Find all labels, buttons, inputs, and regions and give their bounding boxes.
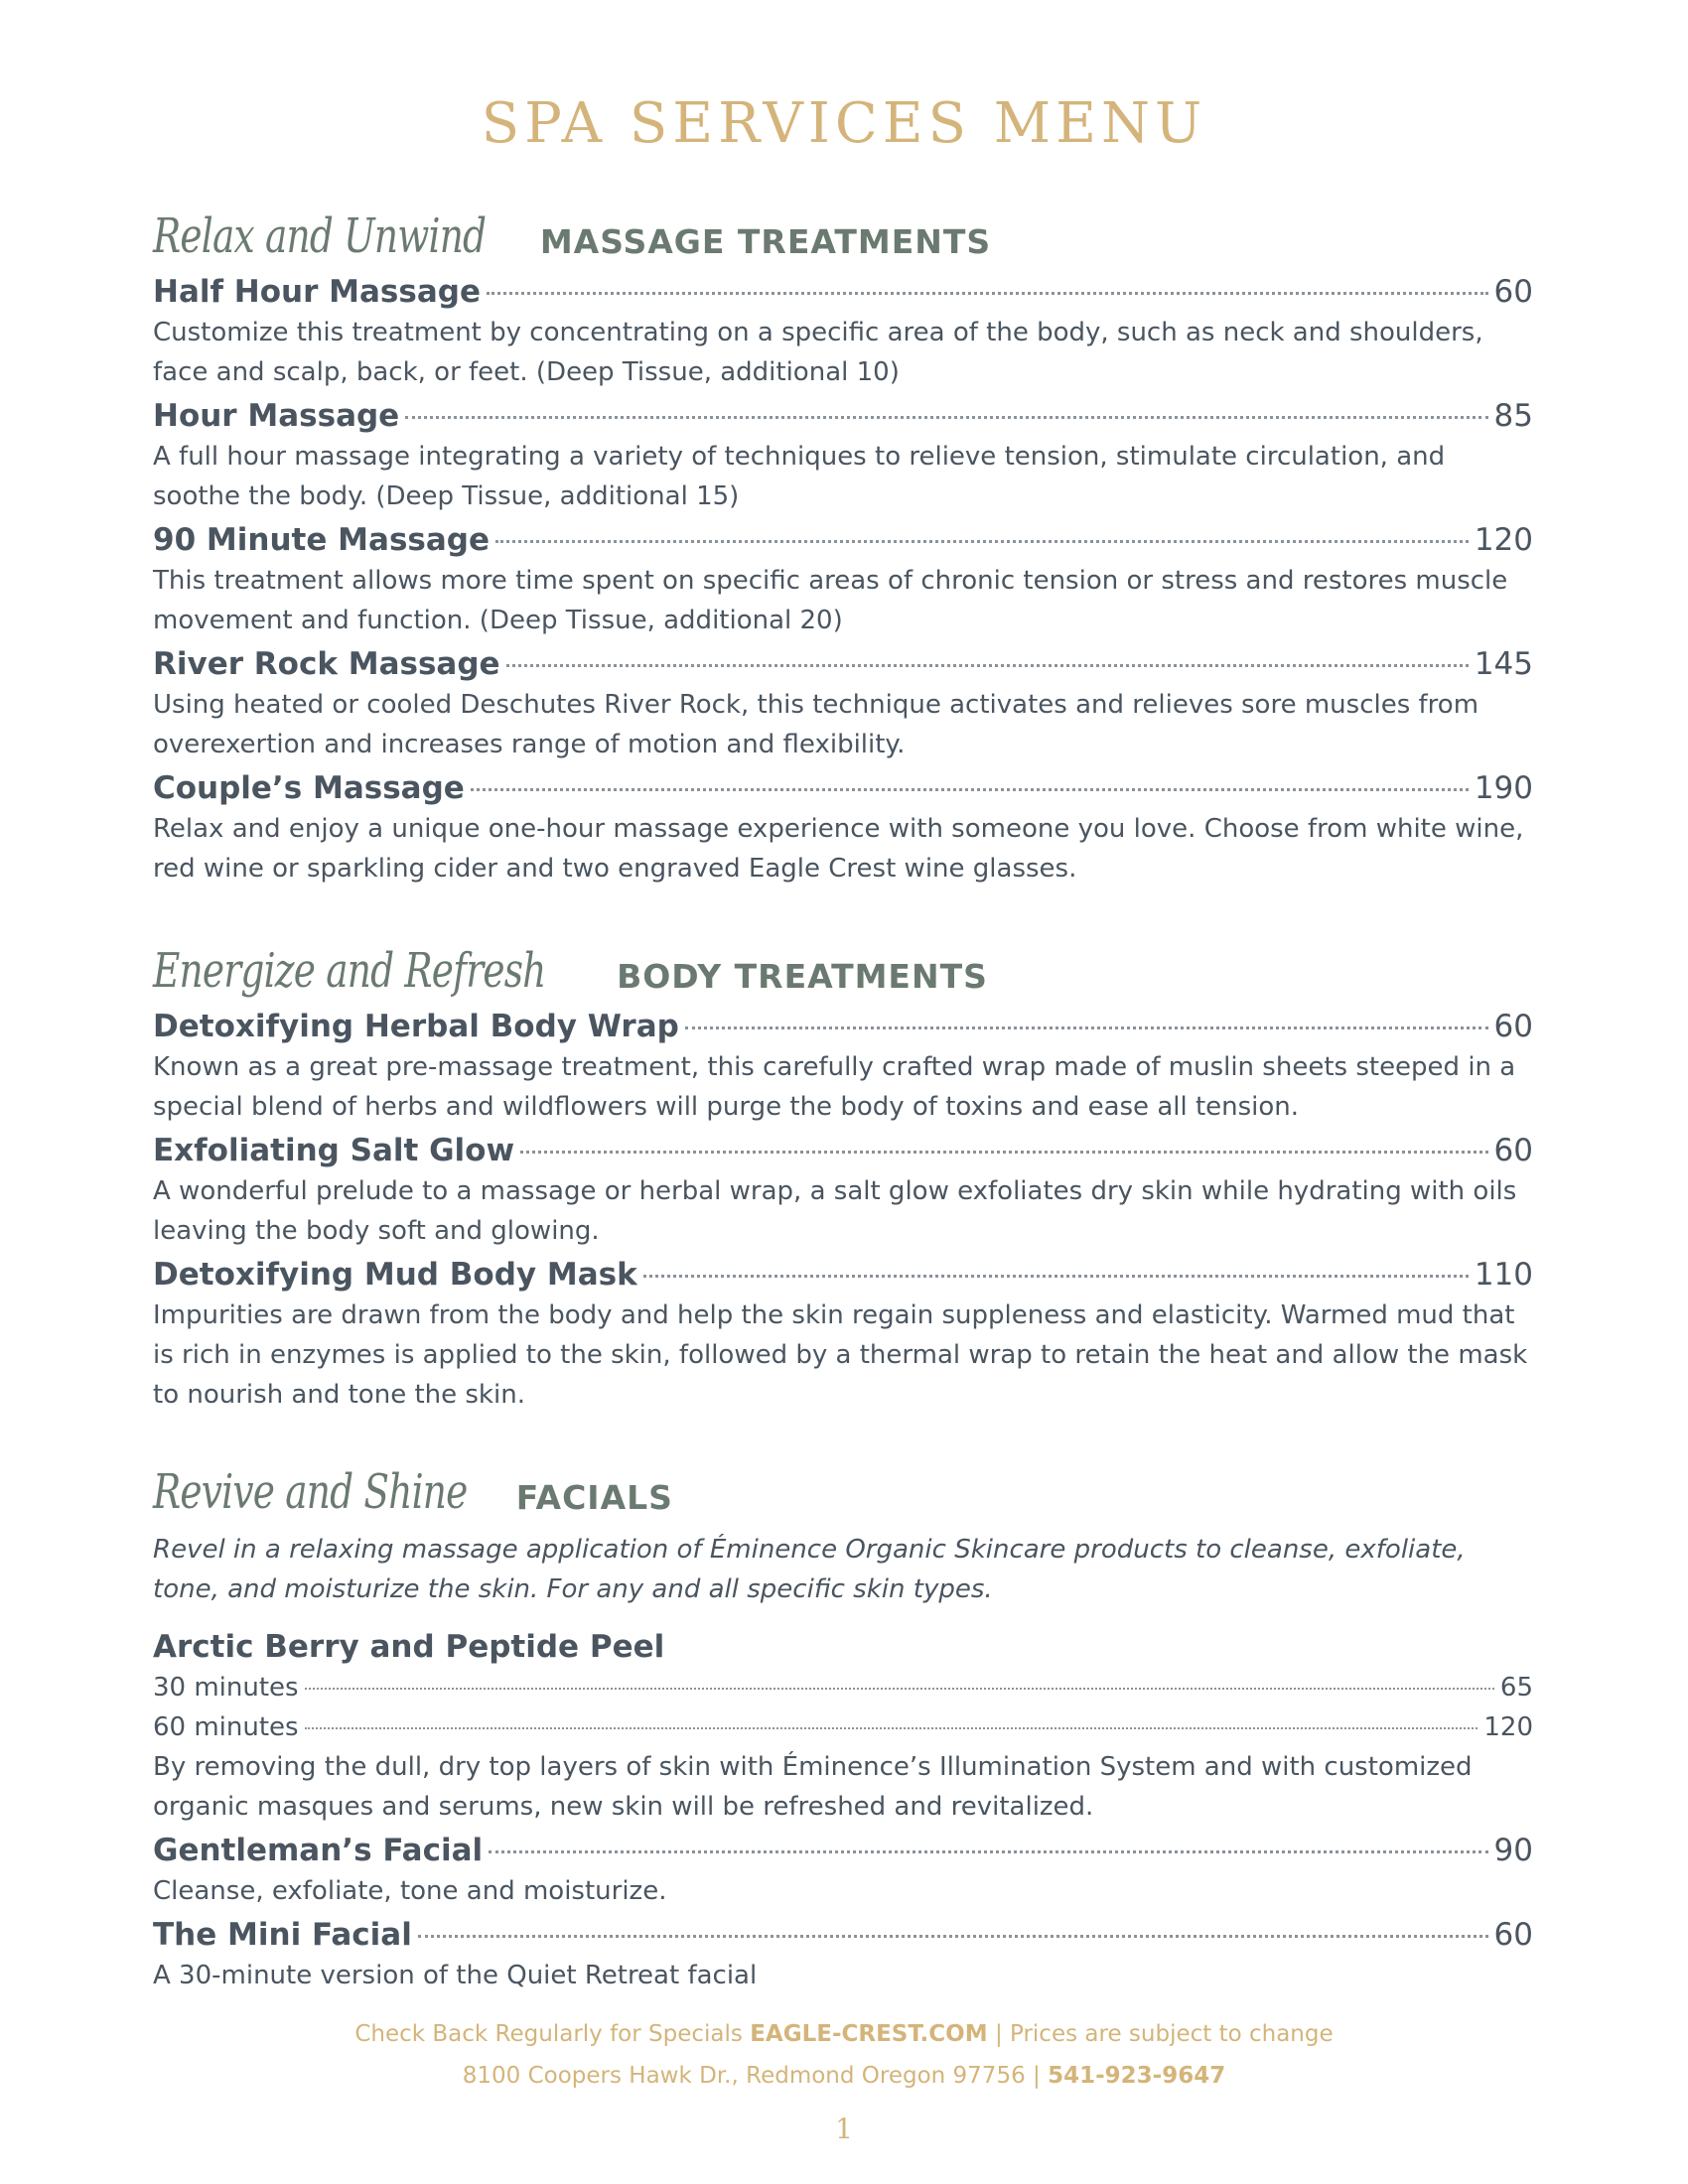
item-description: Known as a great pre-massage treatment, this carefully crafted wrap made of muslin sheets steeped in a special blend of herbs and wildflowers will purge the body of toxins and ease all tension.: [153, 1052, 1516, 1122]
section-header: [153, 1434, 1533, 1520]
section-header: [153, 179, 1533, 264]
menu-item: [153, 1131, 1533, 1251]
phone-number[interactable]: 541-923-9647: [1048, 2063, 1226, 2089]
section-caps-title: BODY TREATMENTS: [617, 957, 988, 996]
item-description: Cleanse, exfoliate, tone and moisturize.: [153, 1876, 667, 1906]
footer-separator: |: [994, 2021, 1003, 2047]
item-price: 60: [1493, 1009, 1533, 1044]
section-header: [153, 913, 1533, 999]
section-intro: Revel in a relaxing massage application of Éminence Organic Skincare products to cleanse, exfoliate, tone, and moisturize the skin. For any and all specific skin types.: [153, 1535, 1466, 1604]
dot-leader: [487, 292, 1488, 295]
section-caps-title: FACIALS: [515, 1478, 673, 1517]
dot-leader: [685, 1026, 1488, 1029]
dot-leader: [305, 1688, 1494, 1690]
section-massage: [153, 179, 1533, 888]
section-script-title: Relax and Unwind: [153, 208, 487, 264]
item-price: 190: [1474, 770, 1533, 806]
item-price: 110: [1474, 1257, 1533, 1293]
item-description: A 30-minute version of the Quiet Retreat facial: [153, 1961, 758, 1990]
menu-item: [153, 272, 1533, 392]
menu-item: [153, 1915, 1533, 1995]
item-price: 90: [1493, 1833, 1533, 1868]
price-option: [153, 1668, 1533, 1707]
dot-leader: [418, 1935, 1488, 1938]
item-name: Hour Massage: [153, 398, 400, 434]
footer-line-2: [0, 2063, 1688, 2089]
menu-item: [153, 1255, 1533, 1415]
page-number: 1: [835, 2113, 853, 2145]
item-description: Using heated or cooled Deschutes River Rock, this technique activates and relieves sore muscles from overexertion and increases range of motion and flexibility.: [153, 690, 1479, 759]
price-note: Prices are subject to change: [1010, 2021, 1334, 2047]
section-script-title: Energize and Refresh: [153, 943, 546, 999]
item-price: 85: [1493, 398, 1533, 434]
item-description: By removing the dull, dry top layers of skin with Éminence’s Illumination System and with customized organic masques and serums, new skin will be refreshed and revitalized.: [153, 1752, 1473, 1822]
menu-item: [153, 1831, 1533, 1911]
address: 8100 Coopers Hawk Dr., Redmond Oregon 97756: [462, 2063, 1026, 2089]
footer-separator: |: [1033, 2063, 1041, 2089]
item-description: This treatment allows more time spent on specific areas of chronic tension or stress and restores muscle movement and function. (Deep Tissue, additional 20): [153, 566, 1508, 635]
menu-item: [153, 520, 1533, 640]
item-name: Detoxifying Herbal Body Wrap: [153, 1009, 679, 1044]
item-description: Impurities are drawn from the body and help the skin regain suppleness and elasticity. Warmed mud that is rich in enzymes is applied to the skin, followed by a thermal wrap to retain the heat and allow the mask to nourish and tone the skin.: [153, 1300, 1528, 1410]
item-name: Detoxifying Mud Body Mask: [153, 1257, 637, 1293]
section-body: [153, 913, 1533, 1415]
item-name: Arctic Berry and Peptide Peel: [153, 1629, 665, 1665]
dot-leader: [643, 1275, 1469, 1278]
item-name: Exfoliating Salt Glow: [153, 1133, 515, 1168]
item-price: 145: [1474, 646, 1533, 682]
dot-leader: [520, 1151, 1487, 1154]
menu-item: [153, 644, 1533, 764]
option-price: 120: [1483, 1712, 1533, 1742]
section-caps-title: MASSAGE TREATMENTS: [539, 222, 992, 261]
item-name: Half Hour Massage: [153, 274, 481, 310]
item-name: 90 Minute Massage: [153, 522, 490, 558]
menu-item: [153, 1627, 1533, 1827]
option-label: 30 minutes: [153, 1673, 299, 1703]
item-description: Customize this treatment by concentrating on a specific area of the body, such as neck and shoulders, face and scalp, back, or feet. (Deep Tissue, additional 10): [153, 318, 1483, 387]
item-price: 120: [1474, 522, 1533, 558]
dot-leader: [405, 416, 1487, 419]
item-name: River Rock Massage: [153, 646, 500, 682]
menu-item: [153, 396, 1533, 516]
dot-leader: [495, 540, 1469, 543]
footer-line-1: [0, 2021, 1688, 2047]
website-link[interactable]: EAGLE-CREST.COM: [750, 2021, 988, 2047]
item-price: 60: [1493, 1917, 1533, 1953]
option-price: 65: [1499, 1673, 1533, 1703]
section-facials: [153, 1434, 1533, 1995]
item-price: 60: [1493, 1133, 1533, 1168]
item-price: 60: [1493, 274, 1533, 310]
page-title: SPA SERVICES MENU: [481, 91, 1207, 156]
item-name: Gentleman’s Facial: [153, 1833, 484, 1868]
specials-text: Check Back Regularly for Specials: [354, 2021, 743, 2047]
option-label: 60 minutes: [153, 1712, 299, 1742]
item-description: A wonderful prelude to a massage or herbal wrap, a salt glow exfoliates dry skin while hydrating with oils leaving the body soft and glowing.: [153, 1176, 1517, 1246]
item-name: Couple’s Massage: [153, 770, 465, 806]
section-script-title: Revive and Shine: [153, 1464, 468, 1520]
dot-leader: [506, 664, 1469, 667]
menu-item: [153, 1007, 1533, 1127]
menu-item: [153, 768, 1533, 888]
price-option: [153, 1707, 1533, 1747]
dot-leader: [471, 788, 1469, 791]
item-description: Relax and enjoy a unique one-hour massage experience with someone you love. Choose from white wine, red wine or sparkling cider and two engraved Eagle Crest wine glasses.: [153, 814, 1524, 884]
dot-leader: [305, 1727, 1478, 1729]
dot-leader: [489, 1850, 1487, 1853]
item-name: The Mini Facial: [153, 1917, 412, 1953]
item-description: A full hour massage integrating a variety of techniques to relieve tension, stimulate circulation, and soothe the body. (Deep Tissue, additional 15): [153, 442, 1446, 511]
